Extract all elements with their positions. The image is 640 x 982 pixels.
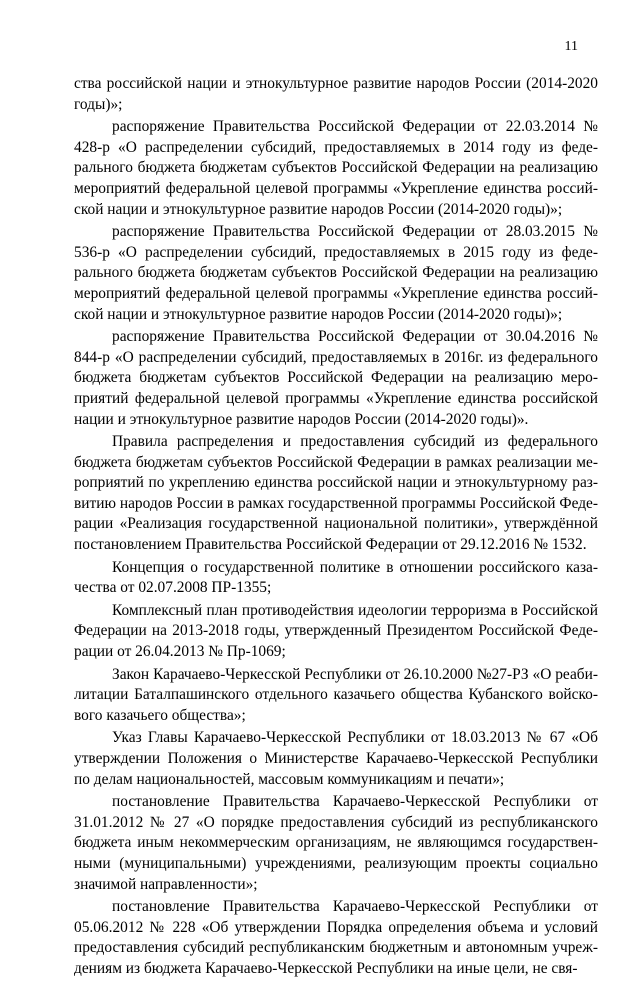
paragraph-resolution-27: постановление Правительства Карачаево-Черкесской Республики от 31.01.2012 № 27 «О порядке предоставления субсидий из республиканского бюджета иным некоммерческим организациям, не являющимся государственными (муниципальными) учреждениями, реализующим проекты социально значимой направленности»; (74, 793, 598, 893)
paragraph-order-2014: распоряжение Правительства Российской Федерации от 22.03.2014 № 428-р «О распределении субсидий, предоставляемых в 2014 году из федерального бюджета бюджетам субъектов Российской Федерации на реализацию мероприятий федеральной целевой программы «Укрепление единства российской нации и этнокультурное развитие народов России (2014-2020 годы)»; (74, 118, 598, 218)
page-number: 11 (564, 39, 578, 54)
paragraph-kchr-law: Закон Карачаево-Черкесской Республики от 26.10.2000 №27-РЗ «О реабилитации Баталпашинского отдельного казачьего общества Кубанского войскового казачьего общества»; (74, 665, 598, 724)
paragraph-continuation: ства российской нации и этнокультурное развитие народов России (2014-2020 годы)»; (74, 75, 598, 113)
paragraph-head-decree: Указ Главы Карачаево-Черкесской Республики от 18.03.2013 № 67 «Об утверждении Положения о Министерстве Карачаево-Черкесской Республики по делам национальностей, массовым коммуникациям и печати»; (74, 729, 598, 788)
paragraph-resolution-228: постановление Правительства Карачаево-Черкесской Республики от 05.06.2012 № 228 «Об утверждении Порядка определения объема и условий предоставления субсидий республиканским бюджетным и автономным учреждениям из бюджета Карачаево-Черкесской Республики на иные цели, не свя- (74, 898, 598, 977)
document-body (74, 74, 598, 982)
paragraph-subsidy-rules: Правила распределения и предоставления субсидий из федерального бюджета бюджетам субъектов Российской Федерации в рамках реализации мероприятий по укреплению единства российской нации и этнокультурному развитию народов России в рамках государственной программы Российской Федерации «Реализация государственной национальной политики», утверждённой постановлением Правительства Российской Федерации от 29.12.2016 № 1532. (74, 433, 598, 554)
paragraph-order-2016: распоряжение Правительства Российской Федерации от 30.04.2016 № 844-р «О распределении субсидий, предоставляемых в 2016г. из федерального бюджета бюджетам субъектов Российской Федерации на реализацию мероприятий федеральной целевой программы «Укрепление единства российской нации и этнокультурное развитие народов России (2014-2020 годы)». (74, 328, 598, 428)
paragraph-order-2015: распоряжение Правительства Российской Федерации от 28.03.2015 № 536-р «О распределении субсидий, предоставляемых в 2015 году из федерального бюджета бюджетам субъектов Российской Федерации на реализацию мероприятий федеральной целевой программы «Укрепление единства российской нации и этнокультурное развитие народов России (2014-2020 годы)»; (74, 223, 598, 323)
paragraph-cossack-concept: Концепция о государственной политике в отношении российского казачества от 02.07.2008 ПР-1355; (74, 558, 598, 597)
paragraph-antiterror-plan: Комплексный план противодействия идеологии терроризма в Российской Федерации на 2013-2018 годы, утвержденный Президентом Российской Федерации от 26.04.2013 № Пр-1069; (74, 601, 598, 661)
